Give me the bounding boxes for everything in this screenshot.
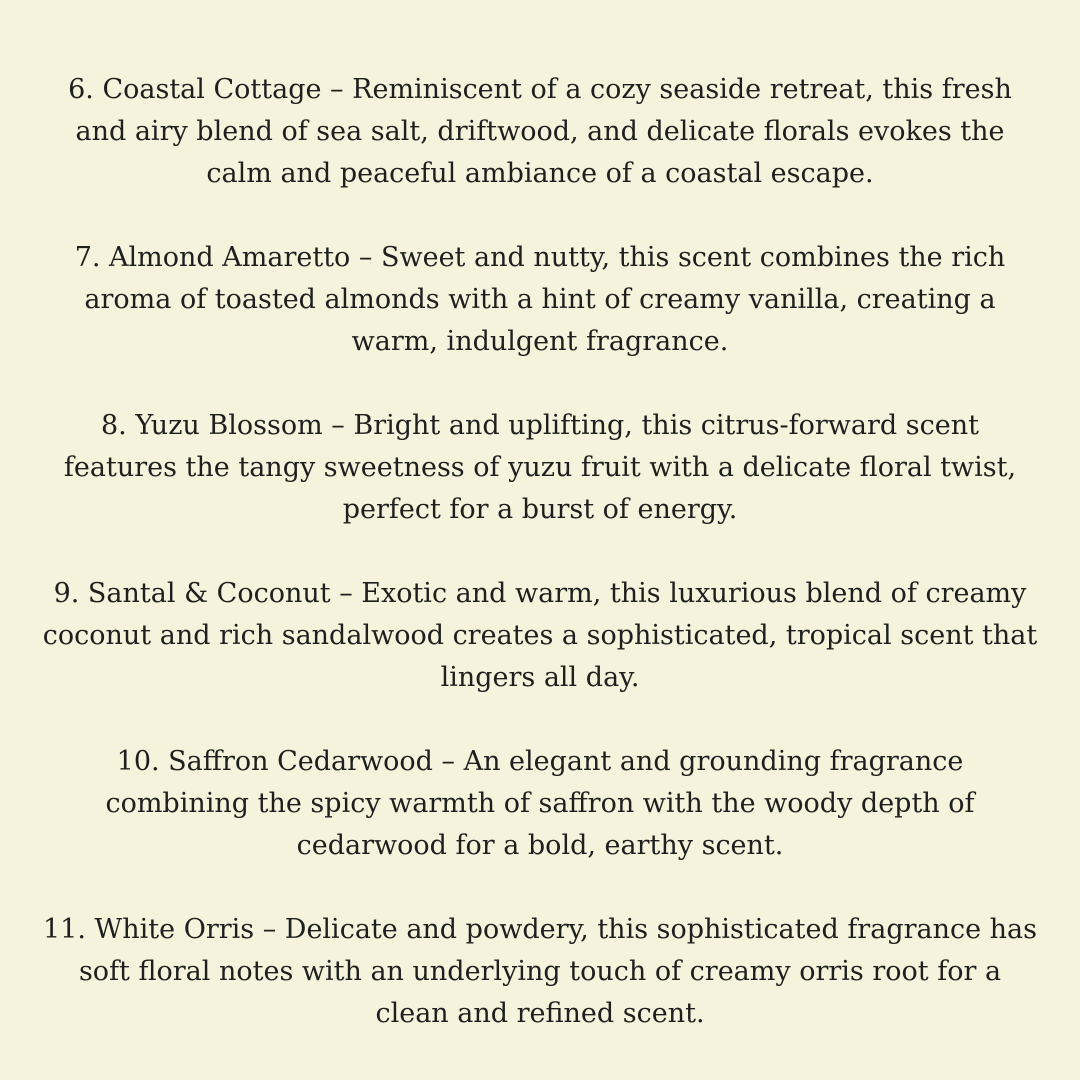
fragrance-entry-white-orris (20, 909, 1060, 1035)
entry-line: 11. White Orris – Delicate and powdery, this sophisticated fragrance has (42, 914, 1038, 945)
entry-line: cedarwood for a bold, earthy scent. (296, 830, 784, 861)
entry-line: 7. Almond Amaretto – Sweet and nutty, this scent combines the rich (74, 242, 1006, 273)
entry-line: perfect for a burst of energy. (342, 494, 738, 525)
entry-line: features the tangy sweetness of yuzu fruit with a delicate floral twist, (63, 452, 1017, 483)
fragrance-entry-coastal-cottage (20, 69, 1060, 195)
entry-line: lingers all day. (440, 662, 640, 693)
entry-line: warm, indulgent fragrance. (351, 326, 729, 357)
entry-line: clean and refined scent. (375, 998, 705, 1029)
entry-line: aroma of toasted almonds with a hint of creamy vanilla, creating a (84, 284, 996, 315)
entry-line: coconut and rich sandalwood creates a sophisticated, tropical scent that (42, 620, 1038, 651)
entry-line: and airy blend of sea salt, driftwood, and delicate florals evokes the (75, 116, 1005, 147)
entry-line: 8. Yuzu Blossom – Bright and uplifting, this citrus-forward scent (100, 410, 979, 441)
entry-line: 6. Coastal Cottage – Reminiscent of a cozy seaside retreat, this fresh (68, 74, 1012, 105)
entry-line: calm and peaceful ambiance of a coastal escape. (206, 158, 874, 189)
fragrance-entry-saffron-cedarwood (20, 741, 1060, 867)
fragrance-entry-santal-coconut (20, 573, 1060, 699)
entry-line: 10. Saffron Cedarwood – An elegant and grounding fragrance (116, 746, 964, 777)
entry-line: combining the spicy warmth of saffron with the woody depth of (105, 788, 975, 819)
entry-line: 9. Santal & Coconut – Exotic and warm, this luxurious blend of creamy (53, 578, 1027, 609)
fragrance-entry-yuzu-blossom (20, 405, 1060, 531)
entry-line: soft floral notes with an underlying touch of creamy orris root for a (78, 956, 1002, 987)
fragrance-entry-almond-amaretto (20, 237, 1060, 363)
